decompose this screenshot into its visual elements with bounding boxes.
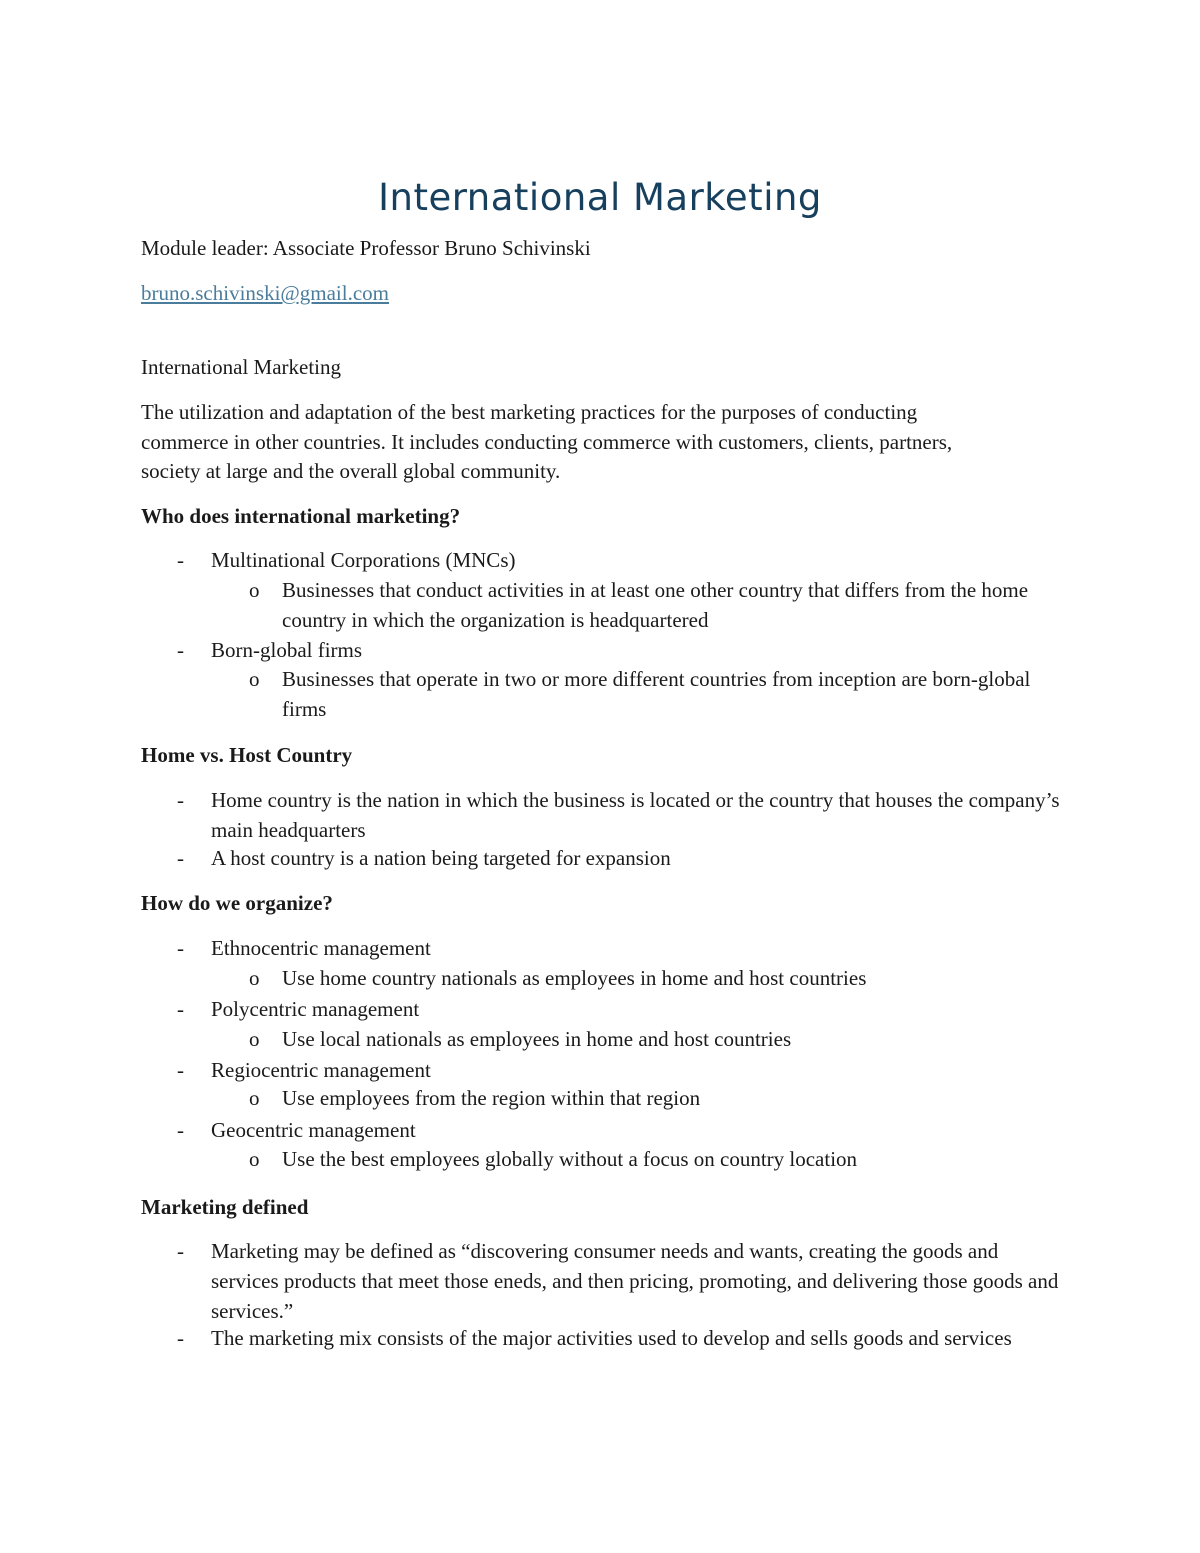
- list-item-text: Polycentric management: [211, 997, 420, 1021]
- dash-marker: -: [177, 638, 184, 662]
- list-item-text: The marketing mix consists of the major activities used to develop and sells goods and services: [211, 1326, 1012, 1350]
- bullet-marker: o: [249, 1027, 260, 1051]
- sub-list-item-text: Use local nationals as employees in home and host countries: [282, 1027, 792, 1051]
- list-item-text: Born-global firms: [211, 638, 363, 662]
- section-heading-home-host: Home vs. Host Country: [141, 743, 353, 767]
- sub-list-item-text: Use the best employees globally without a focus on country location: [282, 1147, 858, 1171]
- sub-list-item-text: Businesses that operate in two or more different countries from inception are born-global firms: [282, 667, 1031, 721]
- list-item-text: Marketing may be defined as “discovering consumer needs and wants, creating the goods and services products that meet those eneds, and then pricing, promoting, and delivering those goods and services.”: [211, 1239, 1059, 1323]
- list-item-text: Multinational Corporations (MNCs): [211, 548, 516, 572]
- list-item-text: Regiocentric management: [211, 1058, 431, 1082]
- dash-marker: -: [177, 936, 184, 960]
- bullet-marker: o: [249, 966, 260, 990]
- dash-marker: -: [177, 1058, 184, 1082]
- intro-paragraph-line-1: The utilization and adaptation of the best marketing practices for the purposes of conducting: [141, 400, 918, 424]
- sub-list-item-text: Use employees from the region within that region: [282, 1086, 701, 1110]
- dash-marker: -: [177, 1118, 184, 1142]
- bullet-marker: o: [249, 1147, 260, 1171]
- list-item-text: A host country is a nation being targeted for expansion: [211, 846, 671, 870]
- module-leader: Module leader: Associate Professor Bruno Schivinski: [141, 236, 591, 260]
- bullet-marker: o: [249, 667, 260, 691]
- intro-paragraph-line-3: society at large and the overall global community.: [141, 459, 561, 483]
- dash-marker: -: [177, 788, 184, 812]
- dash-marker: -: [177, 548, 184, 572]
- sub-list-item-text: Businesses that conduct activities in at least one other country that differs from the home country in which the organization is headquartered: [282, 578, 1029, 632]
- list-item-text: Home country is the nation in which the business is located or the country that houses the company’s main headquarters: [211, 788, 1060, 842]
- section-heading-organize: How do we organize?: [141, 891, 333, 915]
- list-item-text: Ethnocentric management: [211, 936, 431, 960]
- dash-marker: -: [177, 1326, 184, 1350]
- sub-list-item-text: Use home country nationals as employees in home and host countries: [282, 966, 867, 990]
- dash-marker: -: [177, 1239, 184, 1263]
- intro-paragraph-line-2: commerce in other countries. It includes conducting commerce with customers, clients, partners,: [141, 430, 953, 454]
- dash-marker: -: [177, 846, 184, 870]
- email-link[interactable]: bruno.schivinski@gmail.com: [141, 281, 389, 305]
- list-item-text: Geocentric management: [211, 1118, 416, 1142]
- section-heading-marketing-defined: Marketing defined: [141, 1195, 309, 1219]
- dash-marker: -: [177, 997, 184, 1021]
- section-heading-who: Who does international marketing?: [141, 504, 461, 528]
- document-title: International Marketing: [378, 176, 822, 219]
- bullet-marker: o: [249, 578, 260, 602]
- bullet-marker: o: [249, 1086, 260, 1110]
- intro-heading: International Marketing: [141, 355, 342, 379]
